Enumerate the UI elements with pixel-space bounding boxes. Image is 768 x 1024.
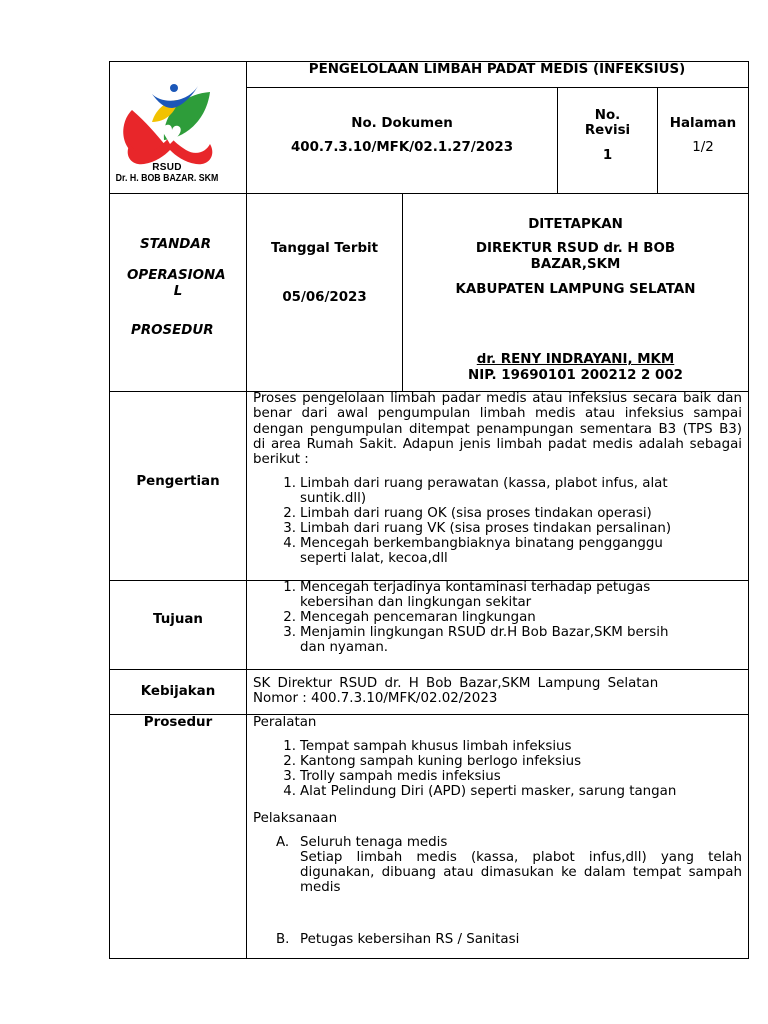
- list-item: 1. Mencegah terjadinya kontaminasi terhadap petugas: [283, 580, 651, 595]
- kebijakan-line-1: SK Direktur RSUD dr. H Bob Bazar,SKM Lampung Selatan: [253, 676, 659, 691]
- sop-type-operasional: OPERASIONA: [127, 268, 226, 283]
- step-a-title: Seluruh tenaga medis: [300, 835, 448, 850]
- revision-value: 1: [602, 148, 613, 163]
- signer-nip: NIP. 19690101 200212 2 002: [468, 368, 683, 383]
- list-item: 3. Menjamin lingkungan RSUD dr.H Bob Bazar,SKM bersih: [283, 625, 669, 640]
- peralatan-list: [276, 739, 742, 799]
- revision-label-2: Revisi: [584, 123, 631, 138]
- issue-date-label: Tanggal Terbit: [270, 241, 379, 256]
- list-item: 1. Limbah dari ruang perawatan (kassa, plabot infus, alat: [283, 476, 668, 491]
- doc-number-label: No. Dokumen: [351, 116, 453, 131]
- hospital-logo: [112, 82, 242, 192]
- step-b-title: Petugas kebersihan RS / Sanitasi: [300, 932, 520, 947]
- list-item: 2. Mencegah pencemaran lingkungan: [283, 610, 536, 625]
- pengertian-list: [276, 476, 742, 566]
- list-item: 3. Trolly sampah medis infeksius: [283, 769, 501, 784]
- step-b-marker: B.: [276, 932, 290, 947]
- kebijakan-line-2: Nomor : 400.7.3.10/MFK/02.02/2023: [253, 691, 498, 706]
- pelaksanaan-heading: Pelaksanaan: [253, 811, 338, 826]
- signer-name: dr. RENY INDRAYANI, MKM: [476, 352, 675, 367]
- list-item: 4. Mencegah berkembangbiaknya binatang pengganggu: [283, 536, 663, 551]
- section-label-tujuan: Tujuan: [153, 612, 203, 627]
- logo-text-rsud: RSUD: [152, 162, 182, 173]
- step-a-marker: A.: [276, 835, 290, 850]
- list-item-cont: kebersihan dan lingkungan sekitar: [300, 595, 532, 610]
- section-label-pengertian: Pengertian: [136, 474, 220, 489]
- sop-type-standar: STANDAR: [140, 237, 212, 252]
- doc-number-value: 400.7.3.10/MFK/02.1.27/2023: [290, 140, 514, 155]
- logo-text-name: Dr. H. BOB BAZAR. SKM: [115, 173, 219, 184]
- peralatan-heading: Peralatan: [253, 715, 317, 730]
- section-label-kebijakan: Kebijakan: [140, 684, 216, 699]
- page-value: 1/2: [692, 140, 714, 155]
- approval-region: KABUPATEN LAMPUNG SELATAN: [455, 282, 696, 297]
- revision-label-1: No.: [594, 108, 621, 123]
- list-item: 4. Alat Pelindung Diri (APD) seperti masker, sarung tangan: [283, 784, 677, 799]
- approval-director-1: DIREKTUR RSUD dr. H BOB: [475, 241, 676, 256]
- section-label-prosedur: Prosedur: [143, 715, 213, 730]
- list-item-cont: dan nyaman.: [300, 640, 389, 655]
- page-label: Halaman: [669, 116, 737, 131]
- list-item: 3. Limbah dari ruang VK (sisa proses tindakan persalinan): [283, 521, 672, 536]
- issue-date-value: 05/06/2023: [282, 290, 367, 305]
- list-item-cont: seperti lalat, kecoa,dll: [300, 551, 448, 566]
- tujuan-list: [276, 580, 742, 655]
- pengertian-paragraph: Proses pengelolaan limbah padar medis atau infeksius secara baik dan benar dari awal pengumpulan limbah medis atau infeksius sampai dengan pengumpulan ditempat penampungan sementara B3 (TPS B3) di area Rumah Sakit. Adapun jenis limbah padat medis adalah sebagai berikut :: [253, 391, 742, 468]
- list-item: 2. Limbah dari ruang OK (sisa proses tindakan operasi): [283, 506, 652, 521]
- document-title: PENGELOLAAN LIMBAH PADAT MEDIS (INFEKSIUS): [308, 62, 686, 77]
- sop-type-operasional-wrap: L: [173, 284, 183, 299]
- list-item-cont: suntik.dll): [300, 491, 367, 506]
- list-item: 2. Kantong sampah kuning berlogo infeksius: [283, 754, 582, 769]
- approval-heading: DITETAPKAN: [528, 217, 623, 232]
- list-item: 1. Tempat sampah khusus limbah infeksius: [283, 739, 572, 754]
- approval-director-2: BAZAR,SKM: [530, 257, 621, 272]
- step-a-description: Setiap limbah medis (kassa, plabot infus,dll) yang telah digunakan, dibuang atau dimasukan ke dalam tempat sampah medis: [300, 850, 742, 895]
- sop-type-prosedur: PROSEDUR: [131, 323, 214, 338]
